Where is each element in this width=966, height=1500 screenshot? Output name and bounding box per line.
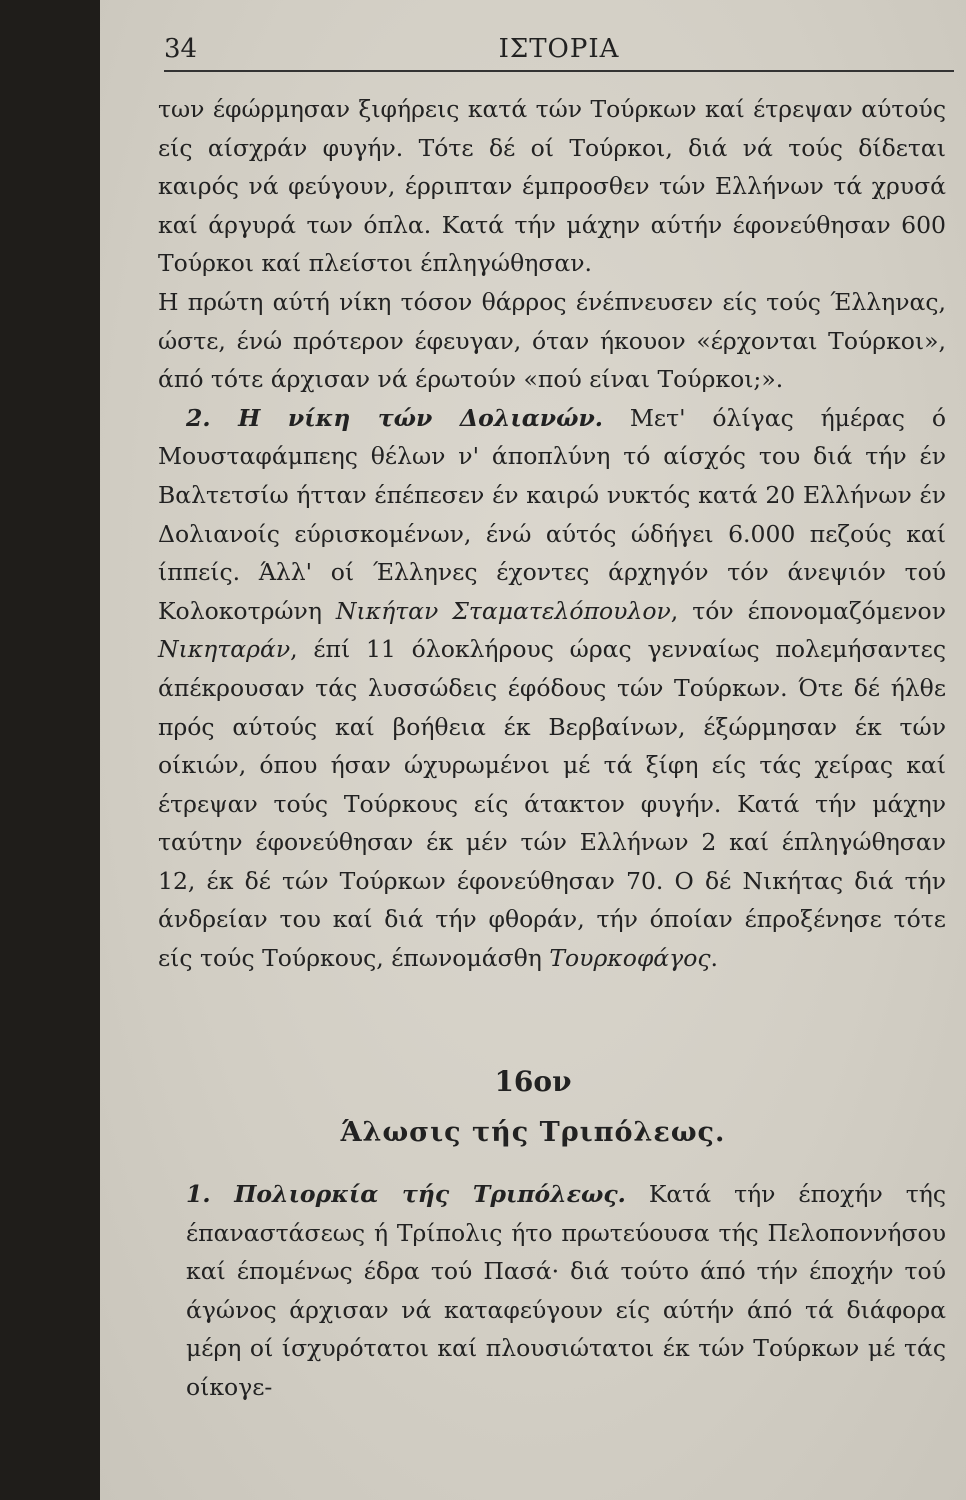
paragraph: των έφώρμησαν ξιφήρεις κατά τών Τούρκων καί έτρεψαν αύτούς είς αίσχράν φυγήν. Τότε δέ οί Τούρκοι, διά νά τούς δίδεται καιρός νά φεύγουν, έρριπταν έμπροσθεν τών Ελλήνων τά χρυσά καί άργυρά των όπλα. Κατά τήν μάχην αύτήν έφονεύθησαν 600 Τούρκοι καί πλείστοι έπληγώθησαν. (158, 95, 946, 278)
section-text: . (710, 944, 719, 973)
section-text: , τόν έπονομαζόμενον (670, 596, 946, 625)
header-rule (164, 70, 954, 72)
chapter-title: Άλωσις τής Τριπόλεως. (340, 1117, 726, 1148)
section-paragraph (186, 1175, 946, 1407)
section-text: Μετ' όλίγας ήμέρας ό Μουσταφάμπεης θέλων ν' άποπλύνη τό αίσχός του διά τήν έν Βαλτετσίω ήτταν έπέπεσεν έν καιρώ νυκτός κατά 20 Ελλήνων έν Δολιανοίς εύρισκομένων, ένώ αύτός ώδήγει 6.000 πεζούς καί ίππείς. Άλλ' οί Έλληνες έχοντες άρχηγόν τόν άνεψιόν τού Κολοκοτρώνη (158, 403, 946, 625)
body-text (158, 90, 946, 978)
book-page (100, 0, 966, 1500)
section-text: , έπί 11 όλοκλήρους ώρας γενναίως πολεμήσαντες άπέκρουσαν τάς λυσσώδεις έφόδους τών Τούρκων. Ότε δέ ήλθε πρός αύτούς καί βοήθεια έκ Βερβαίνων, έξώρμησαν έκ τών οίκιών, όπου ήσαν ώχυρωμένοι μέ τά ξίφη είς τάς χείρας καί έτρεψαν τούς Τούρκους είς άτακτον φυγήν. Κατά τήν μάχην ταύτην έφονεύθησαν έκ μέν τών Ελλήνων 2 καί έπληγώθησαν 12, έκ δέ τών Τούρκων έφονεύθησαν 70. Ο δέ Νικήτας διά τήν άνδρείαν του καί διά τήν φθοράν, τήν όποίαν έπροξένησε τότε είς τούς Τούρκους, έπωνομάσθη (158, 635, 946, 973)
running-title: ΙΣΤΟΡΙΑ (498, 34, 620, 64)
page-header (164, 34, 954, 74)
section-paragraph (158, 399, 946, 978)
section-heading: 1. Πολιορκία τής Τριπόλεως. (186, 1180, 626, 1208)
page-number: 34 (164, 34, 198, 64)
chapter-number: 16ον (494, 1065, 572, 1098)
person-name: Νικηταράν (158, 635, 291, 664)
person-name: Νικήταν Σταματελόπουλον (335, 596, 671, 625)
section-text: Κατά τήν έποχήν τής έπαναστάσεως ή Τρίπολις ήτο πρωτεύουσα τής Πελοποννήσου καί έπομένως έδρα τού Πασά· διά τούτο άπό τήν έποχήν τού άγώνος άρχισαν νά καταφεύγουν είς αύτήν άπό τά διάφορα μέρη οί ίσχυρότατοι καί πλουσιώτατοι έκ τών Τούρκων μέ τάς οίκογε- (186, 1180, 946, 1401)
paragraph: Η πρώτη αύτή νίκη τόσον θάρρος ένέπνευσεν είς τούς Έλληνας, ώστε, ένώ πρότερον έφευγαν, όταν ήκουον «έρχονται Τούρκοι», άπό τότε άρχισαν νά έρωτούν «πού είναι Τούρκοι;». (158, 287, 946, 394)
section-heading: 2. Η νίκη τών Δολιανών. (186, 403, 603, 432)
epithet: Τουρκοφάγος (549, 944, 711, 973)
